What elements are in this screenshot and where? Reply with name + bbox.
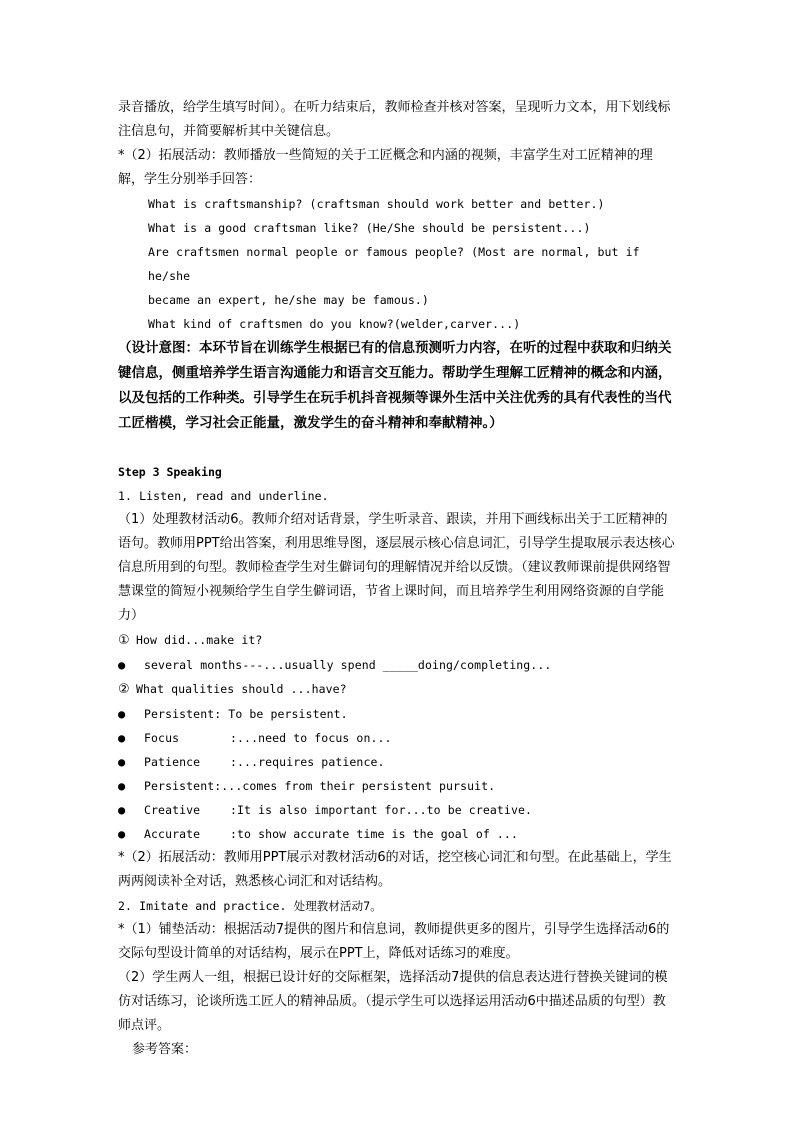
quality-label: Persistent: (144, 779, 222, 793)
question-line: became an expert, he/she may be famous.) (148, 293, 429, 307)
bullet-item (118, 774, 678, 798)
quality-text: ...comes from their persistent pursuit. (221, 779, 496, 793)
bullet-item (118, 822, 678, 846)
circled-number: ① (118, 633, 130, 648)
paragraph: （1）处理教材活动6。教师介绍对话背景，学生听录音、跟读，并用下画线标出关于工匠精神的语句。教师用PPT给出答案，利用思维导图，逐层展示核心信息词汇，引导学生提取展示表达核心信息所用到的句型。教师检查学生对生僻词句的理解情况并给以反馈。（建议教师课前提供网络智慧课堂的简短小视频给学生自学生僻词语，节省上课时间，而且培养学生利用网络资源的自学能力） (118, 512, 675, 623)
document-body (118, 96, 678, 1062)
bullet-icon: ● (118, 779, 126, 793)
bullet-item (118, 702, 678, 726)
bullet-text: several months---...usually spend _____doing/completing... (144, 658, 552, 672)
quality-label: Persistent: (144, 707, 222, 721)
question-line: What is craftsmanship? (craftsman should work better and better.) (148, 197, 605, 211)
step-heading: Step 3 Speaking (118, 465, 222, 479)
bullet-icon: ● (118, 658, 126, 672)
bullet-item (118, 726, 678, 750)
reference-answer-label: 参考答案： (132, 1042, 198, 1057)
quality-label: Focus (144, 731, 180, 745)
quality-text: :It is also important for...to be creative. (230, 803, 533, 817)
question-line: What is a good craftsman like? (He/She should be persistent...) (148, 221, 591, 235)
circled-number: ② (118, 682, 130, 697)
bullet-item (118, 798, 678, 822)
quality-label: Accurate (144, 827, 201, 841)
subheading: 1. Listen, read and underline. (118, 489, 329, 503)
question-line: What kind of craftsmen do you know?(welder,carver...) (148, 317, 521, 331)
paragraph: *（2）拓展活动：教师播放一些简短的关于工匠概念和内涵的视频，丰富学生对工匠精神的理解，学生分别举手回答： (118, 148, 653, 187)
paragraph: *（1）铺垫活动：根据活动7提供的图片和信息词，教师提供更多的图片，引导学生选择活动6的交际句型设计简单的对话结构，展示在PPT上，降低对话练习的难度。 (118, 922, 670, 961)
bullet-icon: ● (118, 707, 126, 721)
paragraph: *（2）拓展活动：教师用PPT展示对教材活动6的对话，挖空核心词汇和句型。在此基础上，学生两两阅读补全对话，熟悉核心词汇和对话结构。 (118, 850, 672, 889)
numbered-line (118, 677, 678, 702)
quality-text: To be persistent. (228, 707, 348, 721)
bullet-icon: ● (118, 803, 126, 817)
subheading: 2. Imitate and practice. 处理教材活动7。 (118, 899, 382, 913)
bullet-item (118, 750, 678, 774)
bullet-icon: ● (118, 731, 126, 745)
bullet-icon: ● (118, 755, 126, 769)
quality-text: :to show accurate time is the goal of ... (230, 827, 518, 841)
numbered-line (118, 628, 678, 653)
bullet-icon: ● (118, 827, 126, 841)
quality-text: :...requires patience. (230, 755, 385, 769)
question-line: Are craftsmen normal people or famous people? (Most are normal, but if he/she (148, 245, 640, 283)
quality-label: Creative (144, 803, 201, 817)
design-intent: （设计意图：本环节旨在训练学生根据已有的信息预测听力内容，在听的过程中获取和归纳关键信息，侧重培养学生语言沟通能力和语言交互能力。帮助学生理解工匠精神的概念和内涵，以及包括的工作种类。引导学生在玩手机抖音视频等课外生活中关注优秀的具有代表性的当代工匠楷模，学习社会正能量，激发学生的奋斗精神和奉献精神。） (118, 340, 672, 431)
paragraph: （2）学生两人一组，根据已设计好的交际框架，选择活动7提供的信息表达进行替换关键词的模仿对话练习，论谈所选工匠人的精神品质。（提示学生可以选择运用活动6中描述品质的句型）教师点评。 (118, 970, 668, 1033)
quality-label: Patience (144, 755, 201, 769)
bullet-item (118, 653, 678, 677)
numbered-text: What qualities should ...have? (136, 682, 347, 696)
numbered-text: How did...make it? (136, 633, 263, 647)
quality-text: :...need to focus on... (230, 731, 392, 745)
paragraph: 录音播放，给学生填写时间）。在听力结束后，教师检查并核对答案，呈现听力文本，用下划线标注信息句，并简要解析其中关键信息。 (118, 100, 671, 139)
